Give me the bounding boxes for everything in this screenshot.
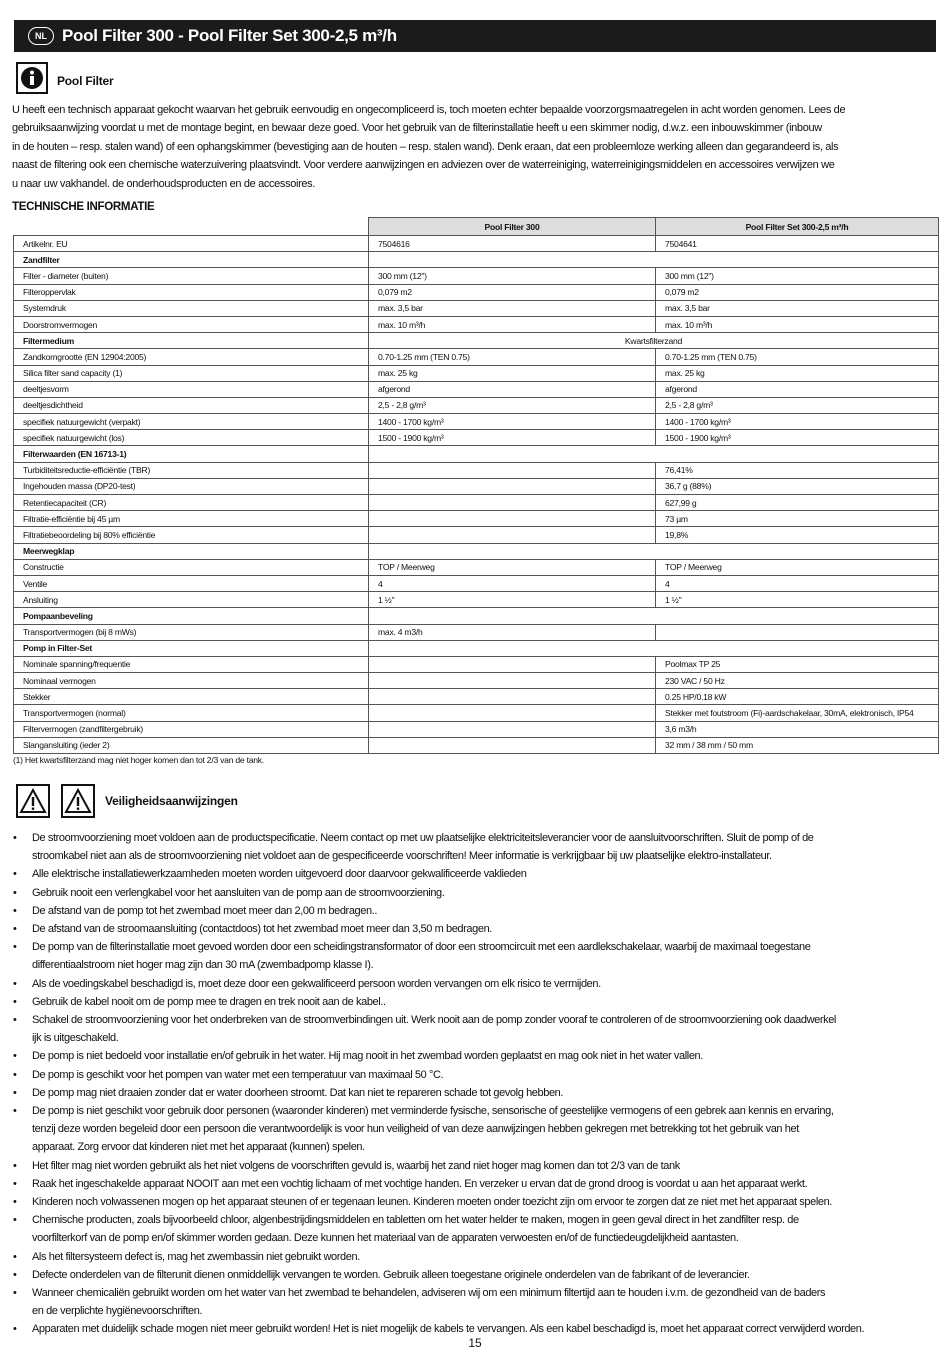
- table-row: [14, 365, 939, 381]
- table-row: [14, 414, 939, 430]
- pool-filter-set-value: 300 mm (12"): [656, 268, 939, 284]
- tech-spec-table: [13, 217, 939, 754]
- row-label: Filtratie-efficiëntie bij 45 µm: [14, 511, 369, 527]
- row-label: Artikelnr. EU: [14, 236, 369, 252]
- intro-line: naast de filtering ook een chemische waterzuivering plaatsvindt. Voor verdere aanwijzingen en adviezen over de waterreiniging, waterreinigingsmiddelen en accessoires verwijzen we: [12, 159, 835, 172]
- pool-filter-set-value: 19,8%: [656, 527, 939, 543]
- safety-item-line: Als de voedingskabel beschadigd is, moet deze door een gekwalificeerd persoon worden vervangen om elk risico te vermijden.: [32, 977, 601, 990]
- pool-filter-300-value: [369, 527, 656, 543]
- table-row: [14, 349, 939, 365]
- bullet-icon: •: [13, 1250, 17, 1263]
- table-row: [14, 592, 939, 608]
- language-badge: NL: [28, 27, 54, 45]
- table-row: [14, 689, 939, 705]
- pool-filter-300-value: 0.70-1.25 mm (TEN 0.75): [369, 349, 656, 365]
- bullet-icon: •: [13, 1177, 17, 1190]
- warning-icon: [61, 784, 95, 818]
- safety-item: [12, 865, 917, 883]
- pool-filter-300-value: [369, 705, 656, 721]
- pool-filter-set-value: 0.25 HP/0.18 kW: [656, 689, 939, 705]
- pool-filter-300-value: max. 10 m³/h: [369, 316, 656, 332]
- pool-filter-set-value: max. 3,5 bar: [656, 300, 939, 316]
- row-label: Stekker: [14, 689, 369, 705]
- warning-icon: [16, 784, 50, 818]
- pool-filter-300-value: max. 25 kg: [369, 365, 656, 381]
- row-label: Turbiditeitsreductie-efficiëntie (TBR): [14, 462, 369, 478]
- safety-item: [12, 1266, 917, 1284]
- table-row: [14, 656, 939, 672]
- table-header-row: [14, 218, 939, 236]
- intro-line: in de houten – resp. stalen wand) of een ophangskimmer (bevestiging aan de houten – resp. stalen wand). Denk eraan, dat een probleemloze werking alleen dan gegarandeerd is, als: [12, 140, 839, 153]
- safety-item: [12, 902, 917, 920]
- row-label: Ventile: [14, 575, 369, 591]
- table-row: [14, 737, 939, 753]
- table-group-row: [14, 543, 939, 559]
- pool-filter-300-value: [369, 656, 656, 672]
- safety-item-line: ijk is uitgeschakeld.: [32, 1032, 119, 1045]
- pool-filter-set-value: 627,99 g: [656, 495, 939, 511]
- pool-filter-300-value: max. 4 m3/h: [369, 624, 656, 640]
- table-row: [14, 721, 939, 737]
- table-row: [14, 527, 939, 543]
- pool-filter-300-value: TOP / Meerweg: [369, 559, 656, 575]
- row-label: specifiek natuurgewicht (los): [14, 430, 369, 446]
- pool-filter-set-value: 4: [656, 575, 939, 591]
- bullet-icon: •: [13, 1214, 17, 1227]
- pool-filter-300-value: [369, 673, 656, 689]
- table-group-row: [14, 608, 939, 624]
- table-row: [14, 430, 939, 446]
- safety-heading: Veiligheidsaanwijzingen: [105, 794, 238, 808]
- table-row: [14, 284, 939, 300]
- row-label: Filter - diameter (buiten): [14, 268, 369, 284]
- table-row: [14, 624, 939, 640]
- page-header-bar: [14, 20, 936, 52]
- table-row: [14, 705, 939, 721]
- table-footnote: (1) Het kwartsfilterzand mag niet hoger komen dan tot 2/3 van de tank.: [13, 755, 264, 765]
- pool-filter-300-value: [369, 462, 656, 478]
- bullet-icon: •: [13, 1086, 17, 1099]
- bullet-icon: •: [13, 995, 17, 1008]
- group-cell: [369, 543, 939, 559]
- safety-item-line: apparaat. Zorg ervoor dat kinderen niet met het apparaat (kunnen) spelen.: [32, 1141, 365, 1154]
- table-row: [14, 300, 939, 316]
- safety-item-line: Gebruik de kabel nooit om de pomp mee te dragen en trek nooit aan de kabel..: [32, 995, 386, 1008]
- row-label: Filtervermogen (zandfiltergebruik): [14, 721, 369, 737]
- pool-filter-set-value: afgerond: [656, 381, 939, 397]
- safety-item: [12, 1248, 917, 1266]
- table-row: [14, 397, 939, 413]
- safety-item: [12, 1102, 917, 1157]
- row-label: Pomp in Filter-Set: [14, 640, 369, 656]
- safety-item-line: De pomp mag niet draaien zonder dat er water doorheen stroomt. Dat kan niet te repareren schade tot gevolg hebben.: [32, 1086, 564, 1099]
- safety-item-line: en de verplichte hygiënevoorschriften.: [32, 1305, 203, 1318]
- safety-item: [12, 920, 917, 938]
- pool-filter-set-value: 73 µm: [656, 511, 939, 527]
- column-header: [14, 218, 369, 236]
- bullet-icon: •: [13, 886, 17, 899]
- pool-filter-300-value: [369, 511, 656, 527]
- group-cell: [369, 446, 939, 462]
- safety-item: [12, 993, 917, 1011]
- group-cell: [369, 252, 939, 268]
- table-row: [14, 511, 939, 527]
- row-label: Nominale spanning/frequentie: [14, 656, 369, 672]
- row-label: Zandfilter: [14, 252, 369, 268]
- row-label: Ingehouden massa (DP20-test): [14, 478, 369, 494]
- group-cell: [369, 640, 939, 656]
- table-row: [14, 575, 939, 591]
- table-row: [14, 673, 939, 689]
- pool-filter-set-value: 32 mm / 38 mm / 50 mm: [656, 737, 939, 753]
- row-label: Constructie: [14, 559, 369, 575]
- pool-filter-set-value: 3,6 m3/h: [656, 721, 939, 737]
- safety-item: [12, 1047, 917, 1065]
- table-row: [14, 236, 939, 252]
- table-row: [14, 495, 939, 511]
- safety-item-line: Wanneer chemicaliën gebruikt worden om het water van het zwembad te behandelen, adviseren wij om een minimum filtertijd aan te houden i.v.m. de gezondheid van de baders: [32, 1287, 826, 1300]
- safety-item-line: Als het filtersysteem defect is, mag het zwembassin niet gebruikt worden.: [32, 1250, 360, 1263]
- row-label: deeltjesdichtheid: [14, 397, 369, 413]
- row-label: Filtratiebeoordeling bij 80% efficiëntie: [14, 527, 369, 543]
- row-label: Doorstromvermogen: [14, 316, 369, 332]
- row-label: Pompaanbeveling: [14, 608, 369, 624]
- row-label: Retentiecapaciteit (CR): [14, 495, 369, 511]
- column-header: Pool Filter Set 300-2,5 m³/h: [656, 218, 939, 236]
- pool-filter-300-value: [369, 737, 656, 753]
- row-label: Transportvermogen (bij 8 mWs): [14, 624, 369, 640]
- row-label: Systemdruk: [14, 300, 369, 316]
- pool-filter-set-value: 1500 - 1900 kg/m³: [656, 430, 939, 446]
- table-group-row: [14, 640, 939, 656]
- pool-filter-300-value: 2,5 - 2,8 g/m³: [369, 397, 656, 413]
- bullet-icon: •: [13, 977, 17, 990]
- safety-item-line: Kinderen noch volwassenen mogen op het apparaat steunen of er tegenaan leunen. Kinderen moeten onder toezicht zijn om ervoor te zorgen dat ze niet met het apparaat spelen.: [32, 1196, 832, 1209]
- row-label: deeltjesvorm: [14, 381, 369, 397]
- safety-list: [12, 829, 917, 1339]
- row-label: Transportvermogen (normal): [14, 705, 369, 721]
- safety-item: [12, 829, 917, 865]
- page-title: Pool Filter 300 - Pool Filter Set 300-2,5 m³/h: [62, 26, 397, 45]
- safety-item: [12, 1011, 917, 1047]
- row-label: Meerwegklap: [14, 543, 369, 559]
- bullet-icon: •: [13, 868, 17, 881]
- pool-filter-300-value: 1500 - 1900 kg/m³: [369, 430, 656, 446]
- intro-line: gebruiksaanwijzing voordat u met de montage begint, en bewaar deze goed. Voor het gebruik van de filterinstallatie heeft u een skimmer nodig, d.w.z. een inbouwskimmer (inbouw: [12, 122, 822, 135]
- bullet-icon: •: [13, 1287, 17, 1300]
- table-row: [14, 268, 939, 284]
- pool-filter-300-value: 4: [369, 575, 656, 591]
- safety-item-line: Alle elektrische installatiewerkzaamheden moeten worden uitgevoerd door daarvoor gekwalificeerde vaklieden: [32, 868, 527, 881]
- pool-filter-300-value: 300 mm (12"): [369, 268, 656, 284]
- safety-item-line: Schakel de stroomvoorziening voor het onderbreken van de stroomverbindingen uit. Werk nooit aan de pomp zonder vooraf te controleren of de stroomvoorziening ook daadwerkel: [32, 1014, 836, 1027]
- bullet-icon: •: [13, 1014, 17, 1027]
- pool-filter-set-value: TOP / Meerweg: [656, 559, 939, 575]
- row-label: Silica filter sand capacity (1): [14, 365, 369, 381]
- bullet-icon: •: [13, 832, 17, 844]
- safety-item-line: Chemische producten, zoals bijvoorbeeld chloor, algenbestrijdingsmiddelen en tabletten om het water helder te maken, mogen in geen geval direct in het zandfilter resp. de: [32, 1214, 799, 1227]
- bullet-icon: •: [13, 1068, 17, 1081]
- safety-item-line: De pomp van de filterinstallatie moet gevoed worden door een scheidingstransformator of door een stroomcircuit met een aardlekschakelaar, waarbij de maximaal toegestane: [32, 941, 811, 954]
- pool-filter-set-value: [656, 624, 939, 640]
- pool-filter-set-value: Poolmax TP 25: [656, 656, 939, 672]
- group-cell: [369, 608, 939, 624]
- table-row: [14, 316, 939, 332]
- row-label: Filterwaarden (EN 16713-1): [14, 446, 369, 462]
- row-label: Zandkorngrootte (EN 12904:2005): [14, 349, 369, 365]
- pool-filter-set-value: max. 10 m³/h: [656, 316, 939, 332]
- intro-line: U heeft een technisch apparaat gekocht waarvan het gebruik eenvoudig en ongecompliceerd is, toch moeten echter bepaalde voorzorgsmaatregelen in acht worden genomen. Lees de: [12, 104, 846, 116]
- bullet-icon: •: [13, 923, 17, 936]
- pool-filter-300-value: 0,079 m2: [369, 284, 656, 300]
- safety-item-line: Gebruik nooit een verlengkabel voor het aansluiten van de pomp aan de stroomvoorziening.: [32, 886, 445, 899]
- row-label: specifiek natuurgewicht (verpakt): [14, 414, 369, 430]
- safety-item: [12, 1066, 917, 1084]
- pool-filter-300-value: [369, 495, 656, 511]
- safety-item-line: stroomkabel niet aan als de stroomvoorziening niet voldoet aan de gespecificeerde voorschriften! Meer informatie is verkrijgbaar bij uw plaatselijke elektro-installateur.: [32, 850, 772, 863]
- group-cell: Kwartsfilterzand: [369, 333, 939, 349]
- pool-filter-300-value: [369, 689, 656, 705]
- pool-filter-set-value: max. 25 kg: [656, 365, 939, 381]
- table-row: [14, 478, 939, 494]
- safety-item-line: Het filter mag niet worden gebruikt als het niet volgens de voorschriften gevuld is, waarbij het zand niet hoger mag komen dan tot 2/3 van de tank: [32, 1159, 680, 1172]
- bullet-icon: •: [13, 1050, 17, 1063]
- safety-item: [12, 938, 917, 974]
- column-header: Pool Filter 300: [369, 218, 656, 236]
- pool-filter-300-value: 1400 - 1700 kg/m³: [369, 414, 656, 430]
- safety-item-line: De stroomvoorziening moet voldoen aan de productspecificatie. Neem contact op met uw plaatselijke elektriciteitsleverancier voor de aansluitvoorschriften. Sluit de pomp of de: [32, 832, 814, 844]
- pool-filter-set-value: 0.70-1.25 mm (TEN 0.75): [656, 349, 939, 365]
- row-label: Slangansluiting (ieder 2): [14, 737, 369, 753]
- bullet-icon: •: [13, 1159, 17, 1172]
- table-group-row: [14, 446, 939, 462]
- safety-item: [12, 1193, 917, 1211]
- table-row: [14, 559, 939, 575]
- safety-item: [12, 884, 917, 902]
- pool-filter-set-value: 76,41%: [656, 462, 939, 478]
- bullet-icon: •: [13, 941, 17, 954]
- pool-filter-300-value: 7504616: [369, 236, 656, 252]
- pool-filter-300-value: afgerond: [369, 381, 656, 397]
- pool-filter-set-value: 1400 - 1700 kg/m³: [656, 414, 939, 430]
- row-label: Filtermedium: [14, 333, 369, 349]
- bullet-icon: •: [13, 1105, 17, 1118]
- row-label: Filteroppervlak: [14, 284, 369, 300]
- safety-item-line: De afstand van de stroomaansluiting (contactdoos) tot het zwembad moet meer dan 3,50 m bedragen.: [32, 923, 492, 936]
- pool-filter-set-value: 7504641: [656, 236, 939, 252]
- pool-filter-300-value: max. 3,5 bar: [369, 300, 656, 316]
- safety-item-line: De pomp is geschikt voor het pompen van water met een temperatuur van maximaal 50 °C.: [32, 1068, 444, 1081]
- row-label: Nominaal vermogen: [14, 673, 369, 689]
- table-row: [14, 462, 939, 478]
- pool-filter-set-value: Stekker met foutstroom (Fi)-aardschakelaar, 30mA, elektronisch, IP54: [656, 705, 939, 721]
- safety-item: [12, 1284, 917, 1320]
- pool-filter-set-value: 1 ½": [656, 592, 939, 608]
- table-group-row: [14, 252, 939, 268]
- intro-line: u naar uw vakhandel. de onderhoudsproducten en de accessoires.: [12, 177, 316, 190]
- row-label: Ansluiting: [14, 592, 369, 608]
- tech-info-title: TECHNISCHE INFORMATIE: [12, 201, 155, 213]
- bullet-icon: •: [13, 1196, 17, 1209]
- pool-filter-300-value: [369, 721, 656, 737]
- safety-item: [12, 1084, 917, 1102]
- pool-filter-300-value: [369, 478, 656, 494]
- safety-item-line: Raak het ingeschakelde apparaat NOOIT aan met een vochtig lichaam of met vochtige handen. En verzeker u ervan dat de grond droog is voordat u aan het apparaat werkt.: [32, 1177, 808, 1190]
- pool-filter-set-value: 230 VAC / 50 Hz: [656, 673, 939, 689]
- safety-item: [12, 975, 917, 993]
- safety-item-line: differentiaalstroom niet hoger mag zijn dan 30 mA (zwembadpomp klasse I).: [32, 959, 374, 972]
- bullet-icon: •: [13, 904, 17, 917]
- bullet-icon: •: [13, 1323, 17, 1336]
- pool-filter-set-value: 36,7 g (88%): [656, 478, 939, 494]
- safety-item-line: tenzij deze worden begeleid door een persoon die verantwoordelijk is voor hun veiligheid of van deze aanwijzingen hebben gekregen met betrekking tot het gebruik van het: [32, 1123, 799, 1136]
- safety-item: [12, 1211, 917, 1247]
- safety-item-line: De pomp is niet bedoeld voor installatie en/of gebruik in het water. Hij mag nooit in het zwembad worden geplaatst en mag ook niet in het water vallen.: [32, 1050, 703, 1063]
- pool-filter-300-value: 1 ½": [369, 592, 656, 608]
- pool-filter-set-value: 2,5 - 2,8 g/m³: [656, 397, 939, 413]
- safety-item-line: voorfilterkorf van de pomp en/of skimmer worden gedaan. Deze kunnen het materiaal van de apparaten verwoesten en/of de functiedeugdelijkheid aantasten.: [32, 1232, 739, 1245]
- safety-item: [12, 1175, 917, 1193]
- intro-paragraph: [12, 101, 872, 193]
- pool-filter-set-value: 0,079 m2: [656, 284, 939, 300]
- pool-filter-heading: Pool Filter: [57, 74, 114, 88]
- safety-item-line: De afstand van de pomp tot het zwembad moet meer dan 2,00 m bedragen..: [32, 904, 378, 917]
- safety-item-line: De pomp is niet geschikt voor gebruik door personen (waaronder kinderen) met verminderde fysische, sensorische of geestelijke vermogens of een gebrek aan kennis en ervaring,: [32, 1105, 834, 1118]
- table-group-row: [14, 333, 939, 349]
- bullet-icon: •: [13, 1268, 17, 1281]
- safety-item-line: Defecte onderdelen van de filterunit dienen onmiddellijk vervangen te worden. Gebruik alleen toegestane originele onderdelen van de fabrikant of de leverancier.: [32, 1268, 750, 1281]
- info-icon: [16, 62, 48, 94]
- table-row: [14, 381, 939, 397]
- safety-item: [12, 1157, 917, 1175]
- safety-item-line: Apparaten met duidelijk schade mogen niet meer gebruikt worden! Het is niet mogelijk de kabels te vervangen. Als een kabel beschadigd is, moet het apparaat correct verwijderd worden.: [32, 1323, 865, 1336]
- page-number: 15: [468, 1336, 482, 1350]
